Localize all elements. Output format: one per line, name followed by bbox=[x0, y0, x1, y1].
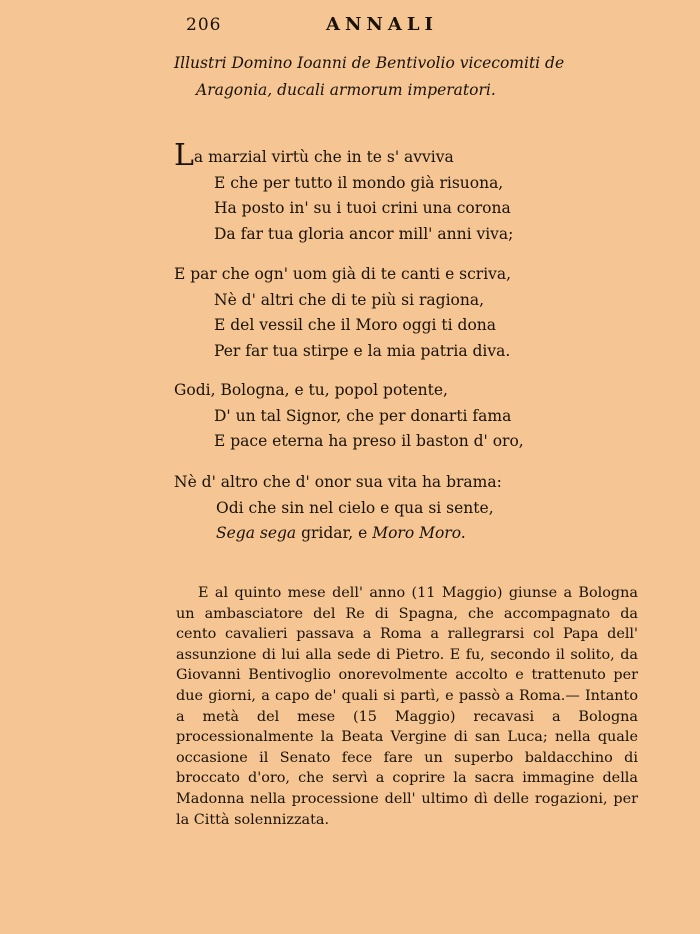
drop-cap: L bbox=[174, 138, 194, 173]
prose-paragraph: E al quinto mese dell' anno (11 Maggio) giunse a Bologna un ambasciatore del Re di Spagna, che accompagnato da cento cavalieri passava a Roma a rallegrarsi col Papa dell' assunzione di lui alla sede di Pietro. E fu, secondo il solito, da Giovanni Bentivoglio onorevolmente accolto e trattenuto per due giorni, a capo de' quali si partì, e passò a Roma.— Intanto a metà del mese (15 Maggio) recavasi a Bologna processionalmente la Beata Vergine di san Luca; nella quale occasione il Senato fece fare un superbo baldacchino di broccato d'oro, che servì a coprire la sacra immagine della Madonna nella processione dell' ultimo dì delle rogazioni, per la Città solennizzata. bbox=[176, 585, 638, 828]
verse-line bbox=[174, 521, 502, 547]
verse-line: Per far tua stirpe e la mia patria diva. bbox=[214, 341, 511, 360]
verse-line: Ha posto in' su i tuoi crini una corona bbox=[214, 199, 511, 217]
page-number: 206 bbox=[186, 15, 222, 35]
verse-text: a marzial virtù che in te s' avviva bbox=[193, 148, 454, 166]
verse-line: E pace eterna ha preso il baston d' oro, bbox=[214, 432, 524, 450]
verse-italic-phrase: Sega sega bbox=[216, 524, 297, 542]
stanza-2 bbox=[174, 262, 511, 364]
verse-text: gridar, e bbox=[296, 524, 373, 542]
verse-line: Nè d' altri che di te più si ragiona, bbox=[214, 290, 485, 309]
verse-line: Godi, Bologna, e tu, popol potente, bbox=[174, 381, 448, 399]
dedication-line-2: Aragonia, ducali armorum imperatori. bbox=[196, 81, 496, 99]
verse-line: Nè d' altro che d' onor sua vita ha brama: bbox=[174, 473, 502, 491]
verse-line: E par che ogn' uom già di te canti e scriva, bbox=[174, 265, 512, 283]
running-title: ANNALI bbox=[326, 14, 438, 35]
verse-line: E del vessil che il Moro oggi ti dona bbox=[214, 316, 497, 334]
stanza-3 bbox=[174, 378, 524, 455]
verse-line: D' un tal Signor, che per donarti fama bbox=[214, 406, 512, 425]
prose-body bbox=[176, 583, 638, 830]
verse-line: Odi che sin nel cielo e qua si sente, bbox=[216, 498, 494, 517]
verse-line: Da far tua gloria ancor mill' anni viva; bbox=[214, 224, 514, 243]
dedication-line-1: Illustri Domino Ioanni de Bentivolio vicecomiti de bbox=[174, 54, 565, 72]
stanza-1 bbox=[174, 138, 514, 247]
stanza-4 bbox=[174, 470, 502, 547]
verse-italic-phrase: Moro Moro. bbox=[372, 524, 466, 542]
dedication bbox=[174, 50, 634, 104]
verse-line: E che per tutto il mondo già risuona, bbox=[214, 173, 504, 192]
verse-line bbox=[174, 138, 513, 173]
running-header bbox=[186, 14, 438, 35]
